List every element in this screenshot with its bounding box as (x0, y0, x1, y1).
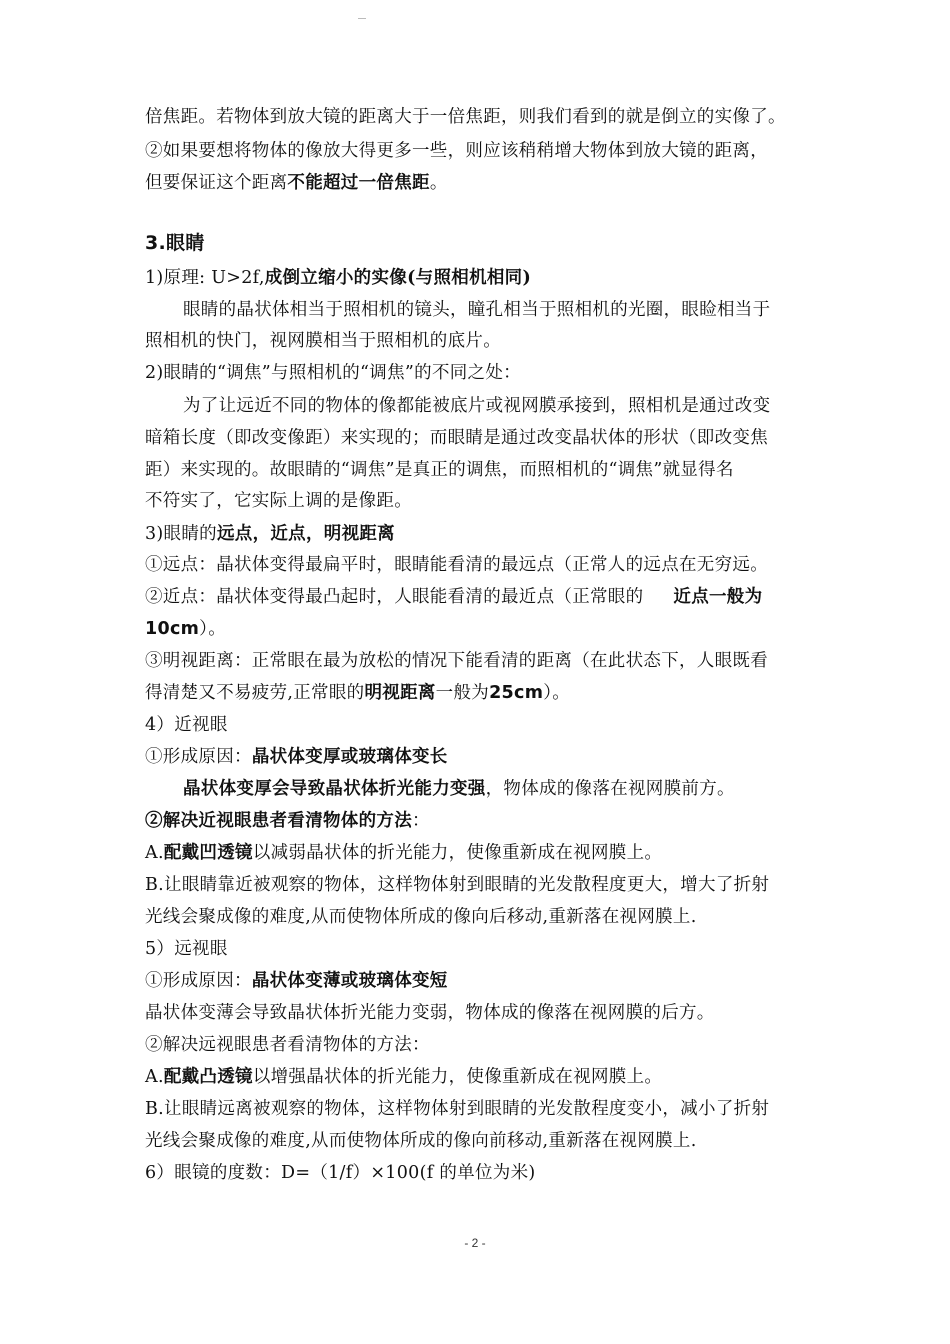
text-line: 距）来实现的。故眼睛的“调焦”是真正的调焦，而照相机的“调焦”就显得名 (145, 460, 734, 480)
text-line: ②解决近视眼患者看清物体的方法： (145, 811, 430, 831)
text-line: A.配戴凹透镜以减弱晶状体的折光能力，使像重新成在视网膜上。 (145, 843, 663, 863)
page-number: - 2 - (464, 1236, 486, 1250)
text-line: A.配戴凸透镜以增强晶状体的折光能力，使像重新成在视网膜上。 (145, 1067, 663, 1087)
text-line: B.让眼睛靠近被观察的物体，这样物体射到眼睛的光发散程度更大，增大了折射 (145, 875, 770, 895)
text-line: 3)眼睛的远点，近点，明视距离 (145, 524, 395, 544)
text-line: 照相机的快门，视网膜相当于照相机的底片。 (145, 331, 501, 351)
text-line: ②解决远视眼患者看清物体的方法： (145, 1035, 430, 1055)
text-line: 得清楚又不易疲劳,正常眼的明视距离一般为25cm）。 (145, 683, 571, 703)
text-line: 暗箱长度（即改变像距）来实现的；而眼睛是通过改变晶状体的形状（即改变焦 (145, 428, 768, 448)
text-line: 但要保证这个距离不能超过一倍焦距。 (145, 173, 448, 193)
text-line: 1)原理: U>2f,成倒立缩小的实像(与照相机相同) (145, 268, 532, 288)
text-line: 4）近视眼 (145, 715, 228, 735)
text-line: ②如果要想将物体的像放大得更多一些，则应该稍稍增大物体到放大镜的距离， (145, 141, 768, 161)
section-heading: 3.眼睛 (145, 232, 205, 254)
text-line: ①形成原因：晶状体变厚或玻璃体变长 (145, 747, 448, 767)
text-line: 晶状体变薄会导致晶状体折光能力变弱，物体成的像落在视网膜的后方。 (145, 1003, 715, 1023)
text-line: ①远点：晶状体变得最扁平时，眼睛能看清的最远点（正常人的远点在无穷远。 (145, 555, 768, 575)
text-line: 光线会聚成像的难度,从而使物体所成的像向后移动,重新落在视网膜上. (145, 907, 697, 927)
top-mark (358, 18, 366, 19)
text-line: ③明视距离：正常眼在最为放松的情况下能看清的距离（在此状态下，人眼既看 (145, 651, 768, 671)
text-line: 5）远视眼 (145, 939, 228, 959)
text-line: ①形成原因：晶状体变薄或玻璃体变短 (145, 971, 448, 991)
text-line: 晶状体变厚会导致晶状体折光能力变强，物体成的像落在视网膜前方。 (183, 779, 735, 799)
text-line: ②近点：晶状体变得最凸起时，人眼能看清的最近点（正常眼的 近点一般为 (145, 587, 763, 607)
text-line: 倍焦距。若物体到放大镜的距离大于一倍焦距，则我们看到的就是倒立的实像了。 (145, 107, 786, 127)
text-line: 不符实了，它实际上调的是像距。 (145, 491, 412, 511)
text-line: 眼睛的晶状体相当于照相机的镜头，瞳孔相当于照相机的光圈，眼睑相当于 (183, 300, 771, 320)
text-line: 为了让远近不同的物体的像都能被底片或视网膜承接到，照相机是通过改变 (183, 396, 771, 416)
text-line: 2)眼睛的“调焦”与照相机的“调焦”的不同之处： (145, 363, 521, 383)
text-line: 光线会聚成像的难度,从而使物体所成的像向前移动,重新落在视网膜上. (145, 1131, 697, 1151)
text-line: B.让眼睛远离被观察的物体，这样物体射到眼睛的光发散程度变小，减小了折射 (145, 1099, 770, 1119)
text-line: 6）眼镜的度数：D=（1/f）×100(f 的单位为米) (145, 1163, 536, 1183)
text-line: 10cm）。 (145, 619, 227, 639)
